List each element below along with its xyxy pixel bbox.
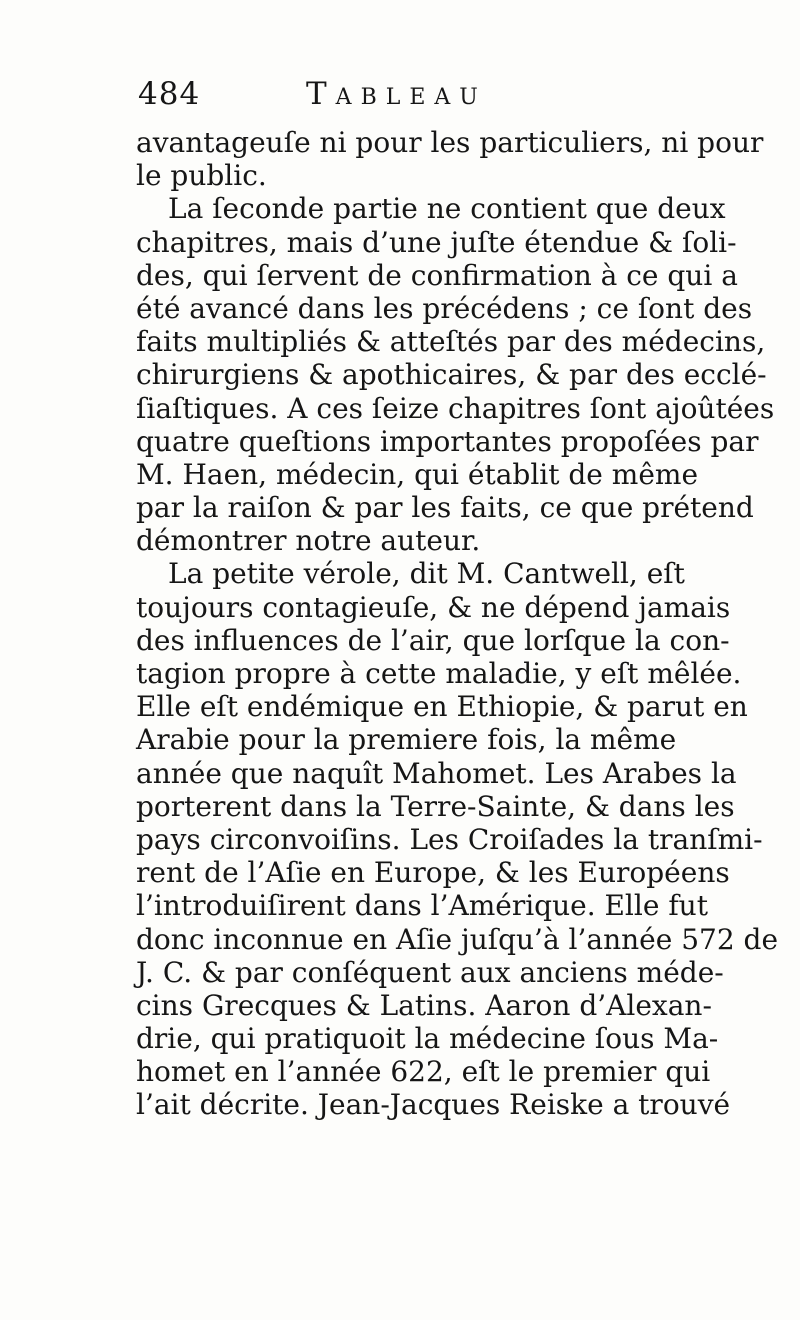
text-line: tagion propre à cette maladie, y eſt mêlée. xyxy=(136,657,742,690)
text-line: des influences de l’air, que lorſque la con- xyxy=(136,623,730,657)
text-line: J. C. & par conſéquent aux anciens méde- xyxy=(136,955,724,989)
text-line: drie, qui pratiquoit la médecine ſous Ma- xyxy=(136,1022,719,1056)
text-line: donc inconnue en Aſie juſqu’à l’année 572 de xyxy=(136,922,779,956)
text-line: homet en l’année 622, eſt le premier qui xyxy=(136,1055,711,1089)
text-line: démontrer notre auteur. xyxy=(136,524,481,558)
text-line: l’ait décrite. Jean-Jacques Reiske a trouvé xyxy=(136,1088,731,1122)
text-line: chapitres, mais d’une juſte étendue & ſoli- xyxy=(136,225,737,259)
text-line: chirurgiens & apothicaires, & par des ecclé- xyxy=(136,358,767,392)
text-line: rent de l’Aſie en Europe, & les Européens xyxy=(136,856,730,890)
text-line: pays circonvoiſins. Les Croiſades la tranſmi- xyxy=(136,822,763,856)
text-line: toujours contagieuſe, & ne dépend jamais xyxy=(136,590,731,624)
text-line: année que naquît Mahomet. Les Arabes la xyxy=(136,756,737,790)
text-line: Elle eſt endémique en Ethiopie, & parut en xyxy=(136,690,748,724)
text-line: ſiaſtiques. A ces ſeize chapitres ſont ajoûtées xyxy=(136,391,775,425)
paragraph-start-line: La petite vérole, dit M. Cantwell, eſt xyxy=(168,557,685,591)
text-line: porterent dans la Terre-Sainte, & dans les xyxy=(136,789,735,823)
text-line: quatre queſtions importantes propoſées par xyxy=(136,424,759,458)
text-line: M. Haen, médecin, qui établit de même xyxy=(136,457,699,491)
text-line: été avancé dans les précédens ; ce ſont des xyxy=(136,291,753,325)
page-number: 484 xyxy=(138,76,201,112)
text-line: avantageuſe ni pour les particuliers, ni pour xyxy=(136,126,764,159)
page-header xyxy=(138,72,678,116)
text-line: faits multipliés & atteſtés par des médecins, xyxy=(136,325,766,359)
text-line: Arabie pour la premiere fois, la même xyxy=(136,723,677,757)
text-line: des, qui ſervent de confirmation à ce qui a xyxy=(136,258,738,292)
paragraph-start-line: La ſeconde partie ne contient que deux xyxy=(168,192,726,226)
text-line: le public. xyxy=(136,159,267,193)
text-line: cins Grecques & Latins. Aaron d’Alexan- xyxy=(136,988,712,1022)
body-text xyxy=(136,126,779,1122)
running-head: Tableau xyxy=(306,76,487,112)
text-line: l’introduiſirent dans l’Amérique. Elle fut xyxy=(136,889,708,923)
text-line: par la raiſon & par les faits, ce que prétend xyxy=(136,491,754,525)
